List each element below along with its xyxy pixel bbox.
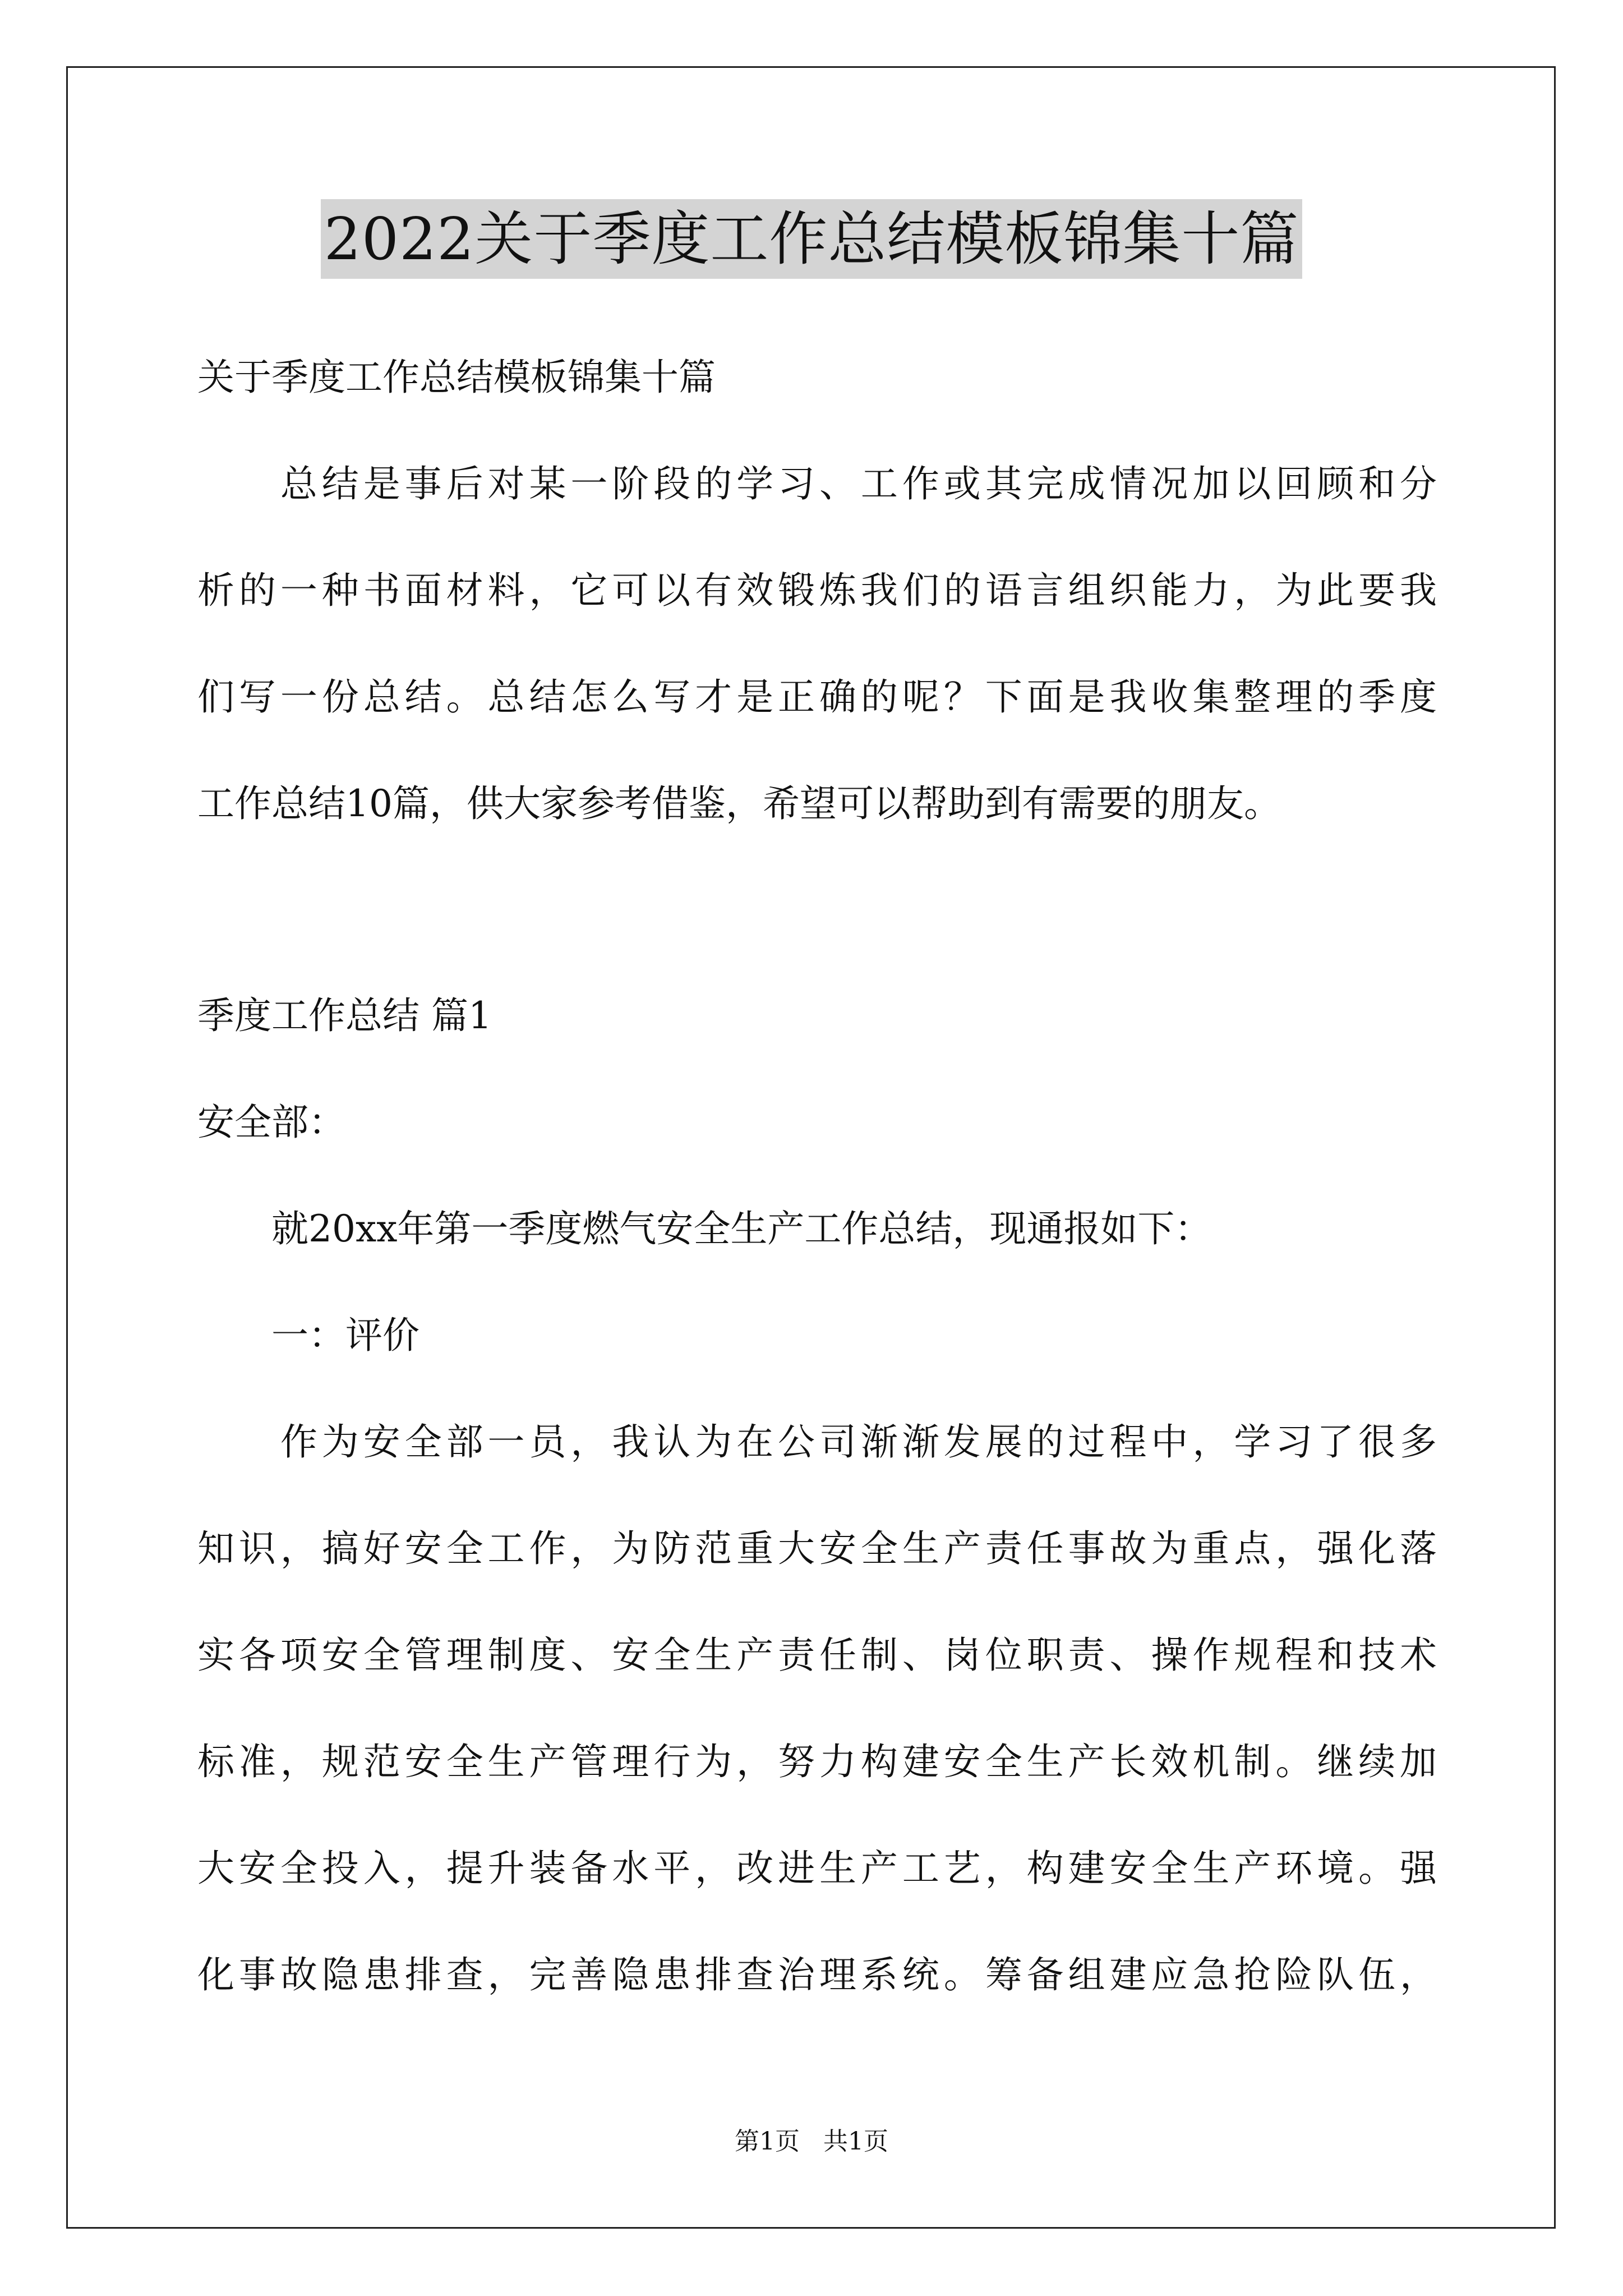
body-line: 知识，搞好安全工作，为防范重大安全生产责任事故为重点，强化落	[197, 1527, 1437, 1570]
body-line: 大安全投入，提升装备水平，改进生产工艺，构建安全生产环境。强	[197, 1847, 1437, 1890]
title-container	[0, 199, 1623, 279]
body-line: 实各项安全管理制度、安全生产责任制、岗位职责、操作规程和技术	[197, 1634, 1437, 1677]
body-line: 化事故隐患排查，完善隐患排查治理系统。筹备组建应急抢险队伍，	[197, 1953, 1437, 1996]
section-heading: 季度工作总结 篇1	[197, 994, 492, 1037]
addressee-line: 安全部：	[197, 1101, 345, 1144]
subheading-line: 一：评价	[197, 1314, 419, 1357]
page-total: 共1页	[823, 2127, 888, 2156]
body-line: 就20xx年第一季度燃气安全生产工作总结，现通报如下：	[197, 1207, 1212, 1250]
body-line: 作为安全部一员，我认为在公司渐渐发展的过程中，学习了很多	[197, 1420, 1437, 1464]
document-title: 2022关于季度工作总结模板锦集十篇	[321, 199, 1303, 279]
page-number: 第1页	[735, 2127, 800, 2156]
body-line: 标准，规范安全生产管理行为，努力构建安全生产长效机制。继续加	[197, 1740, 1437, 1783]
body-line: 总结是事后对某一阶段的学习、工作或其完成情况加以回顾和分	[197, 462, 1437, 505]
body-line: 工作总结10篇，供大家参考借鉴，希望可以帮助到有需要的朋友。	[197, 782, 1281, 825]
page-footer	[0, 2125, 1623, 2159]
body-line: 们写一份总结。总结怎么写才是正确的呢？下面是我收集整理的季度	[197, 675, 1437, 719]
body-line: 析的一种书面材料，它可以有效锻炼我们的语言组织能力，为此要我	[197, 569, 1437, 612]
subtitle-line: 关于季度工作总结模板锦集十篇	[197, 356, 716, 399]
